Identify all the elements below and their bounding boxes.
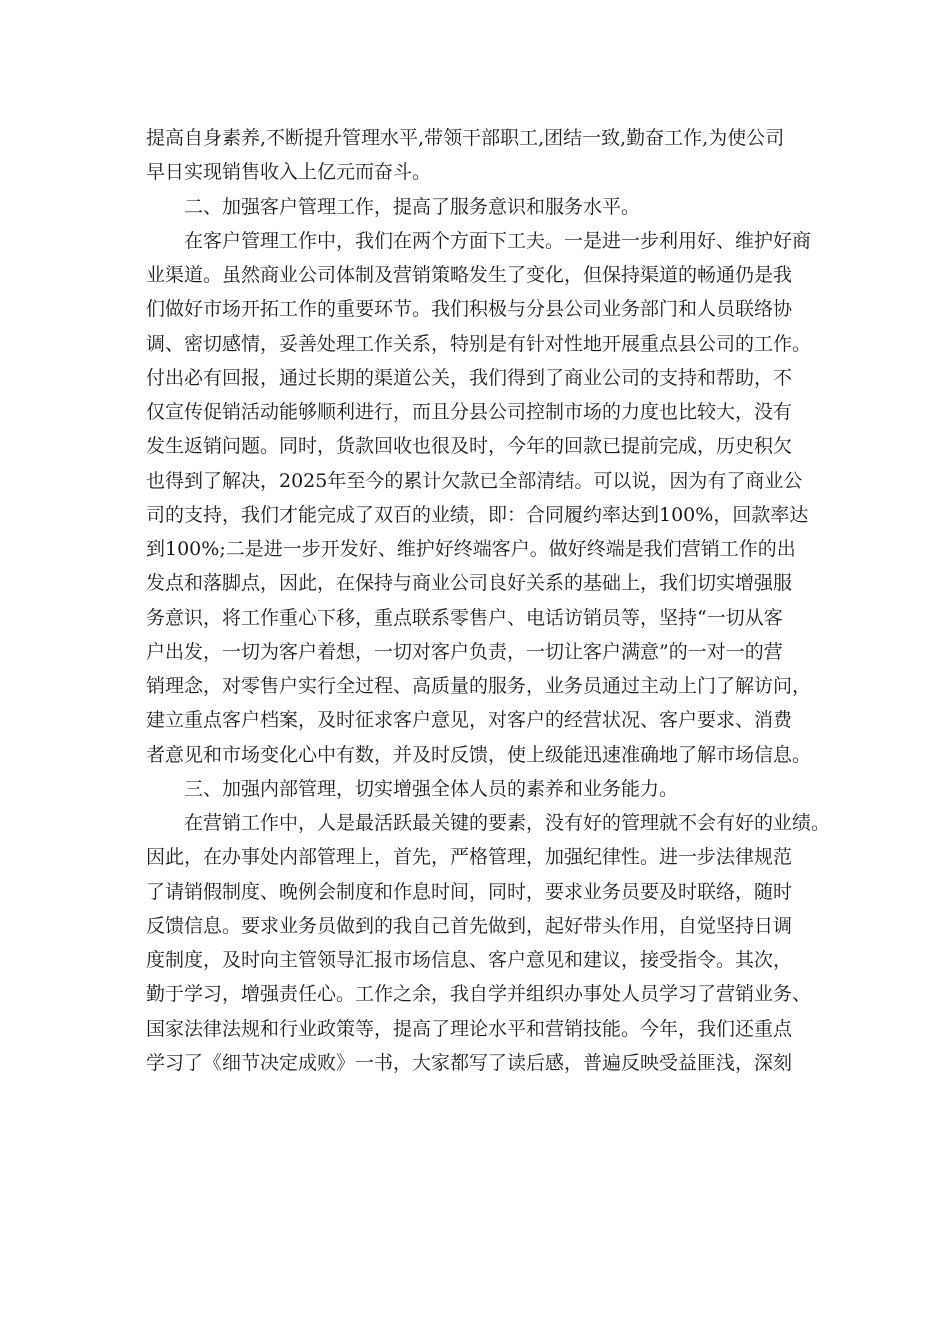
text-line: 销理念，对零售户实行全过程、高质量的服务，业务员通过主动上门了解访问，	[146, 675, 812, 697]
text-line: 也得到了解决，2025年至今的累计欠款已全部清结。可以说，因为有了商业公	[146, 469, 803, 492]
text-line: 了请销假制度、晚例会制度和作息时间，同时，要求业务员要及时联络，随时	[146, 880, 793, 903]
text-line: 务意识，将工作重心下移，重点联系零售户、电话访销员等，坚持“一切从客	[146, 606, 783, 629]
text-line: 调、密切感情，妥善处理工作关系，特别是有针对性地开展重点县公司的工作。	[146, 332, 812, 355]
text-line: 早日实现销售收入上亿元而奋斗。	[146, 161, 432, 184]
body-text	[146, 121, 831, 1080]
text-line: 仅宣传促销活动能够顺利进行，而且分县公司控制市场的力度也比较大，没有	[146, 401, 793, 423]
text-line: 反馈信息。要求业务员做到的我自己首先做到，起好带头作用，自觉坚持日调	[146, 914, 793, 937]
text-line: 在客户管理工作中，我们在两个方面下工夫。一是进一步利用好、维护好商	[146, 229, 812, 252]
text-line: 司的支持，我们才能完成了双百的业绩，即：合同履约率达到100%，回款率达	[146, 503, 809, 526]
text-line: 建立重点客户档案，及时征求客户意见，对客户的经营状况、客户要求、消费	[146, 709, 793, 732]
text-line: 户出发，一切为客户着想，一切对客户负责，一切让客户满意”的一对一的营	[146, 640, 783, 663]
text-line: 勤于学习，增强责任心。工作之余，我自学并组织办事处人员学习了营销业务、	[146, 983, 812, 1006]
text-line: 们做好市场开拓工作的重要环节。我们积极与分县公司业务部门和人员联络协	[146, 298, 793, 321]
text-line: 付出必有回报，通过长期的渠道公关，我们得到了商业公司的支持和帮助，不	[146, 366, 793, 389]
text-line: 提高自身素养,不断提升管理水平,带领干部职工,团结一致,勤奋工作,为使公司	[146, 127, 785, 149]
section-heading-3: 三、加强内部管理，切实增强全体人员的素养和业务能力。	[146, 777, 679, 800]
text-line: 因此，在办事处内部管理上，首先，严格管理，加强纪律性。进一步法律规范	[146, 846, 793, 869]
text-line: 在营销工作中，人是最活跃最关键的要素，没有好的管理就不会有好的业绩。	[146, 812, 831, 834]
text-line: 学习了《细节决定成败》一书，大家都写了读后感，普遍反映受益匪浅，深刻	[146, 1051, 793, 1074]
text-line: 国家法律法规和行业政策等，提高了理论水平和营销技能。今年，我们还重点	[146, 1017, 793, 1040]
section-heading-2: 二、加强客户管理工作，提高了服务意识和服务水平。	[146, 195, 641, 218]
text-line: 发生返销问题。同时，货款回收也很及时，今年的回款已提前完成，历史积欠	[146, 435, 793, 458]
text-line: 到100%;二是进一步开发好、维护好终端客户。做好终端是我们营销工作的出	[146, 538, 796, 560]
text-line: 业渠道。虽然商业公司体制及营销策略发生了变化，但保持渠道的畅通仍是我	[146, 264, 793, 286]
text-line: 度制度，及时向主管领导汇报市场信息、客户意见和建议，接受指令。其次，	[146, 949, 793, 971]
text-line: 发点和落脚点，因此，在保持与商业公司良好关系的基础上，我们切实增强服	[146, 572, 793, 595]
text-line: 者意见和市场变化心中有数，并及时反馈，使上级能迅速准确地了解市场信息。	[146, 743, 812, 766]
